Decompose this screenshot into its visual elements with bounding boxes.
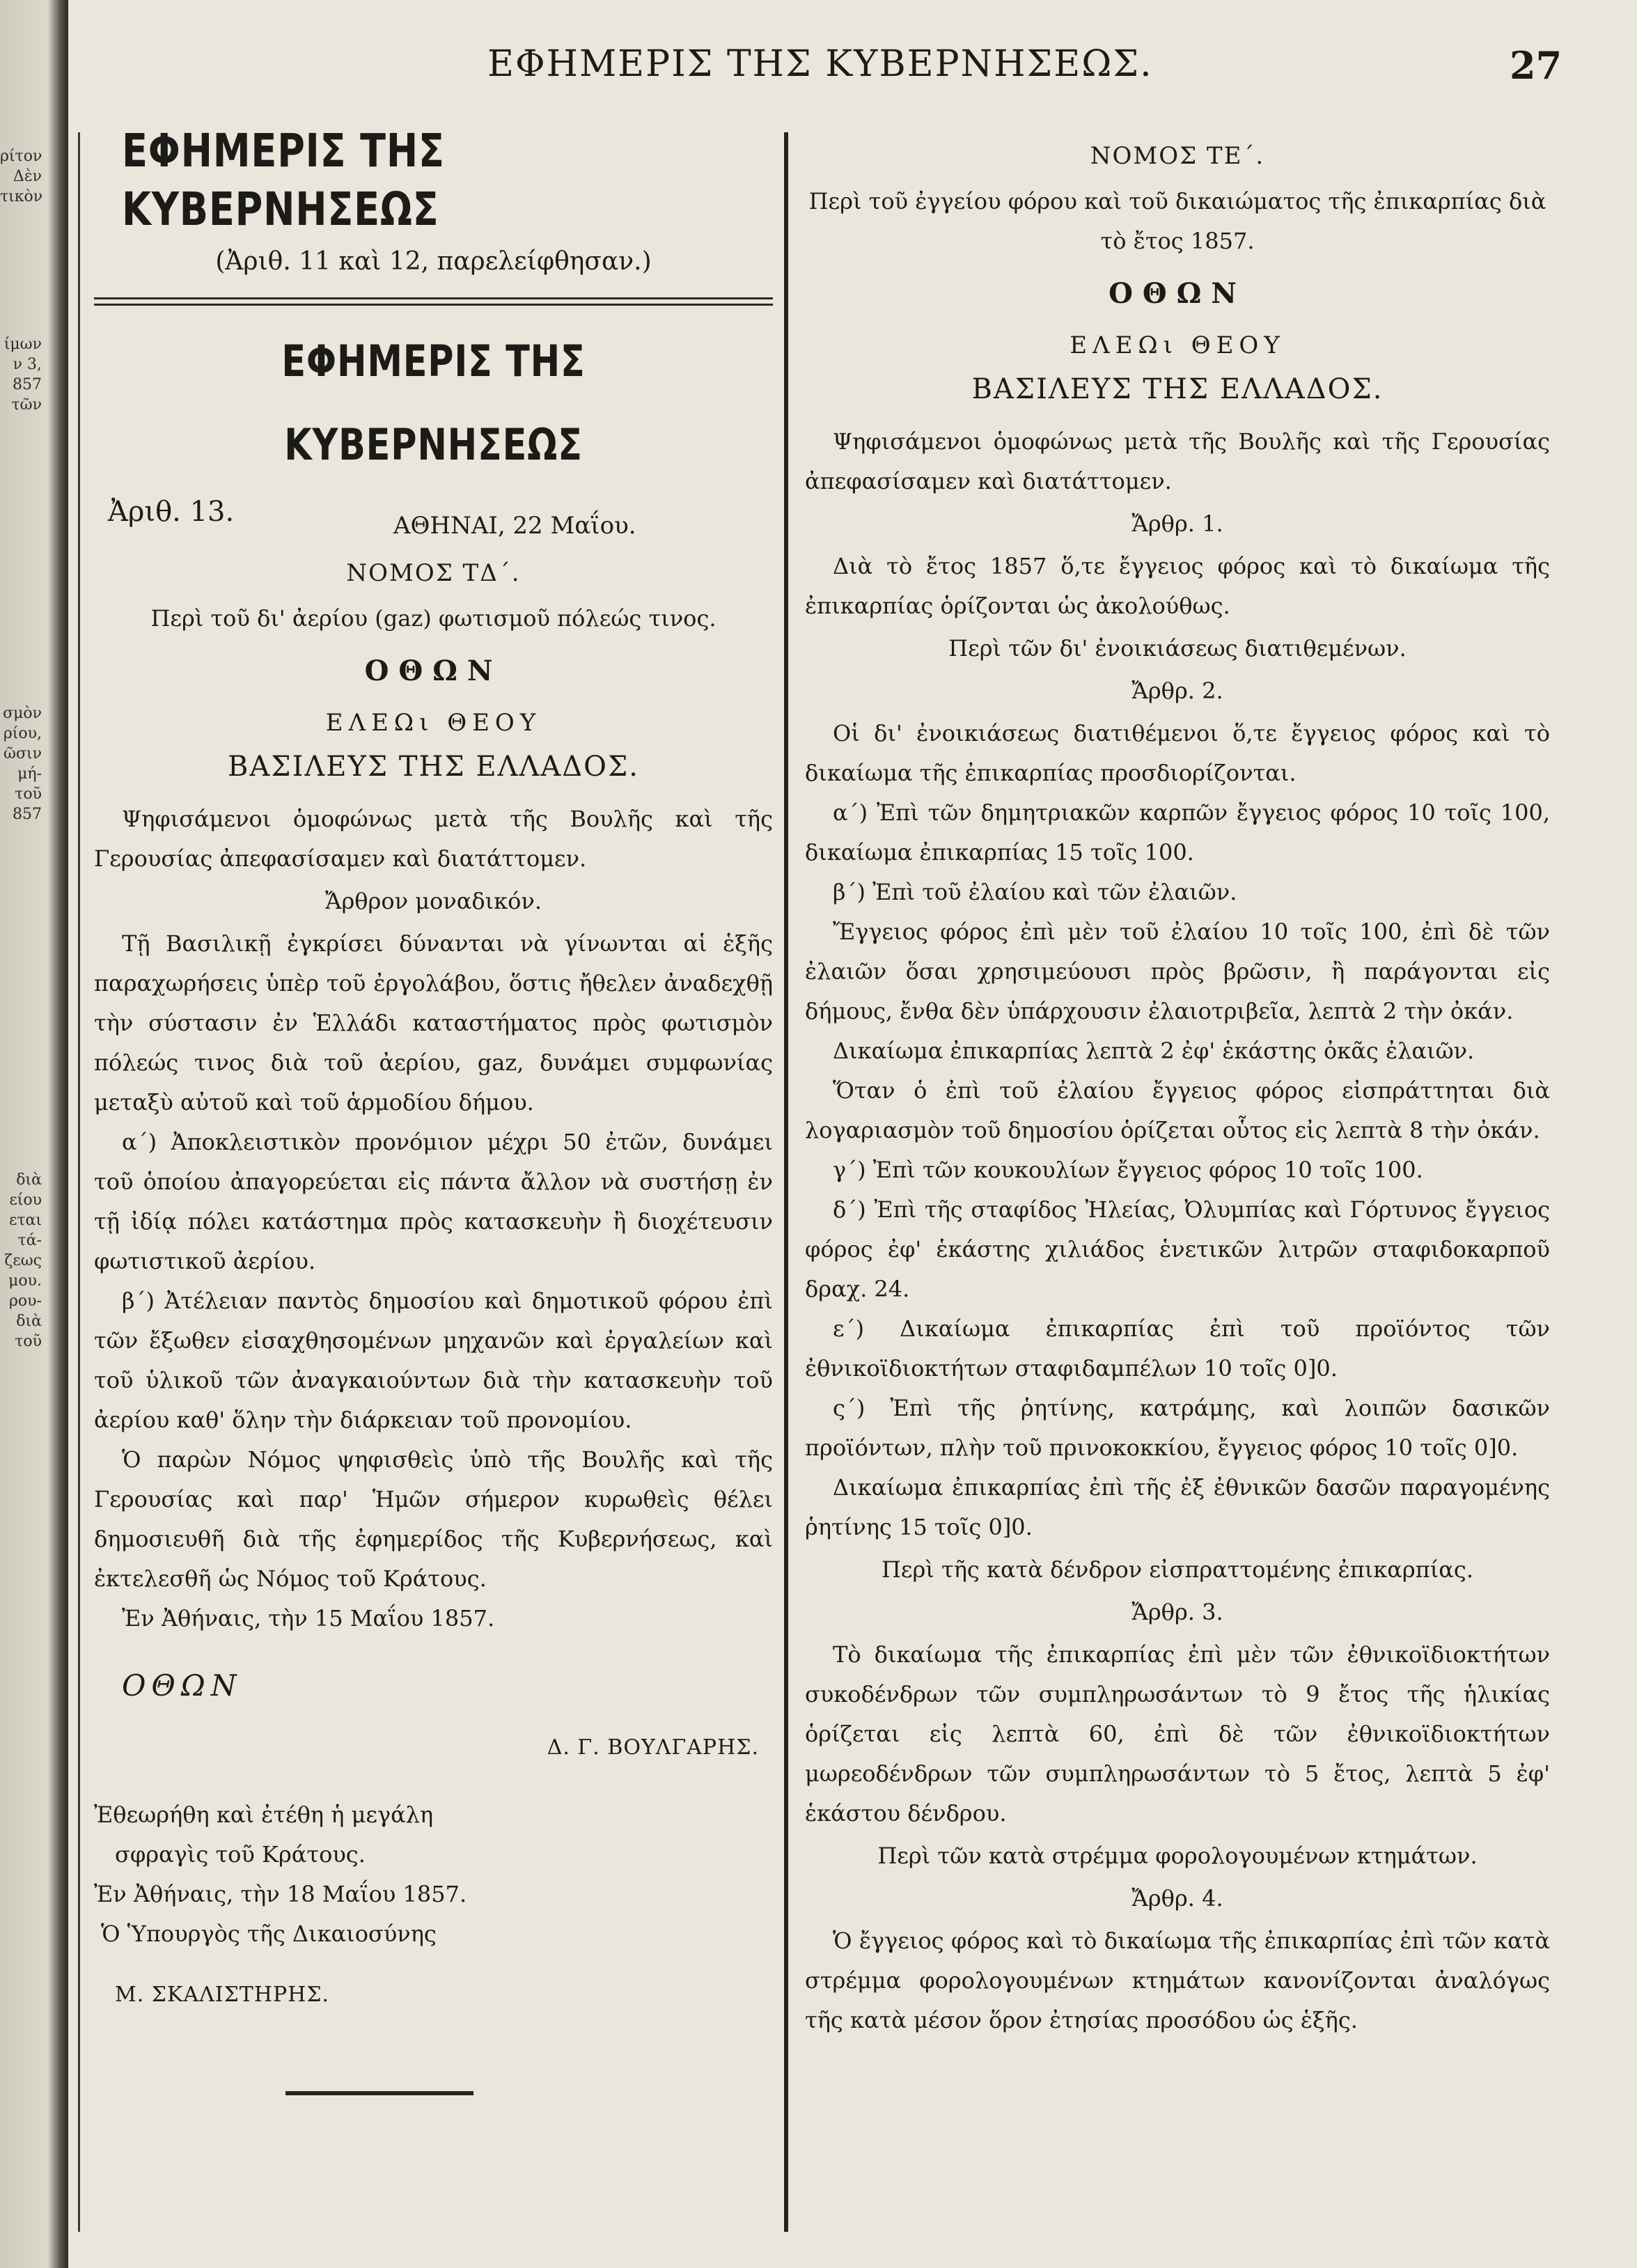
column-divider [784,132,788,2232]
law-subject: Περὶ τοῦ ἐγγείου φόρου καὶ τοῦ δικαιώματος τῆς ἐπικαρπίας διὰ τὸ ἔτος 1857. [808,188,1546,254]
article-heading: Ἄρθρ. 2. [1131,678,1223,704]
seal-line: Ὁ Ὑπουργὸς τῆς Δικαιοσύνης [101,1921,437,1947]
right-column [805,132,1550,2040]
section-heading: Περὶ τῶν δι' ἐνοικιάσεως διατιθεμένων. [948,635,1407,662]
article-heading: Ἄρθρ. 4. [1131,1885,1223,1911]
paragraph: Διὰ τὸ ἔτος 1857 ὅ,τε ἔγγειος φόρος καὶ τὸ δικαίωμα τῆς ἐπικαρπίας ὁρίζονται ὡς ἀκολούθως. [805,553,1550,619]
seal-block [94,1795,773,1954]
law-subject: Περὶ τοῦ δι' ἀερίου (gaz) φωτισμοῦ πόλεώς τινος. [150,605,716,632]
king-name: ΟΘΩΝ [364,655,503,687]
article-heading: Ἄρθρ. 1. [1131,510,1223,537]
seal-line: σφραγὶς τοῦ Κράτους. [115,1841,366,1868]
gutter-text-fragment: διὰ είου εται τά- ζεως μου. ρου- διὰ τοῦ [4,1171,42,1350]
paragraph: Δικαίωμα ἐπικαρπίας λεπτὰ 2 ἐφ' ἑκάστης ὀκᾶς ἐλαιῶν. [833,1038,1475,1064]
article-heading: Ἄρθρ. 3. [1131,1599,1223,1625]
paragraph: Ὁ παρὼν Νόμος ψηφισθεὶς ὑπὸ τῆς Βουλῆς καὶ τῆς Γερουσίας καὶ παρ' Ἡμῶν σήμερον κυρωθεὶς θέλει δημοσιευθῆ διὰ τῆς ἐφημερίδος τῆς Κυβερνήσεως, καὶ ἐκτελεσθῆ ὡς Νόμος τοῦ Κράτους. [94,1446,773,1592]
left-column-rule [78,132,80,2232]
page-number: 27 [1510,43,1562,88]
paragraph: α΄) Ἐπὶ τῶν δημητριακῶν καρπῶν ἔγγειος φόρος 10 τοῖς 100, δικαίωμα ἐπικαρπίας 15 τοῖς 100. [805,799,1550,866]
seal-line: Ἐθεωρήθη καὶ ἐτέθη ἡ μεγάλη [94,1801,434,1828]
omitted-issues-note: (Ἀριθ. 11 καὶ 12, παρελείφθησαν.) [215,247,652,276]
seal-line: Ἐν Ἀθήναις, τὴν 18 Μαΐου 1857. [94,1881,467,1907]
section-heading: Περὶ τῶν κατὰ στρέμμα φορολογουμένων κτημάτων. [877,1843,1478,1869]
signature-minister: Δ. Γ. ΒΟΥΛΓΑΡΗΣ. [547,1735,759,1760]
gutter-text-fragment: σμὸν ρίου, ῶσιν μή- τοῦ 857 [3,705,42,823]
law-title: ΝΟΜΟΣ ΤΔ΄. [346,559,521,587]
masthead: ΕΦΗΜΕΡΙΣ ΤΗΣ ΚΥΒΕΡΝΗΣΕΩΣ [122,124,445,236]
king-name: ΟΘΩΝ [1109,277,1246,310]
signature-king: ΟΘΩΝ [122,1668,242,1703]
place-date: ΑΘΗΝΑΙ, 22 Μαΐου. [393,512,636,540]
article-heading: Ἄρθρον μοναδικόν. [324,888,542,914]
paragraph: Ἔγγειος φόρος ἐπὶ μὲν τοῦ ἐλαίου 10 τοῖς 100, ἐπὶ δὲ τῶν ἐλαιῶν ὅσαι χρησιμεύουσι πρὸς βρῶσιν, ἢ παράγονται εἰς δήμους, ἔνθα δὲν ὑπάρχουσιν ἐλαιοτριβεῖα, λεπτὰ 2 τὴν ὀκάν. [805,918,1550,1024]
gutter-text-fragment: ρίτον Δὲν τικὸν [0,148,43,205]
left-column [94,122,773,2095]
king-title: ΒΑΣΙΛΕΥΣ ΤΗΣ ΕΛΛΑΔΟΣ. [971,373,1384,405]
law-title: ΝΟΜΟΣ ΤΕ΄. [1090,142,1265,170]
masthead: ΕΦΗΜΕΡΙΣ ΤΗΣ ΚΥΒΕΡΝΗΣΕΩΣ [281,336,586,470]
double-rule [94,297,773,306]
law-date: Ἐν Ἀθήναις, τὴν 15 Μαΐου 1857. [122,1605,495,1632]
paragraph: Οἱ δι' ἐνοικιάσεως διατιθέμενοι ὅ,τε ἔγγειος φόρος καὶ τὸ δικαίωμα τῆς ἐπικαρπίας προσδιορίζονται. [805,720,1550,786]
end-rule [285,2091,473,2095]
by-grace-of-god: ΕΛΕΩι ΘΕΟΥ [1070,331,1285,359]
paragraph: γ΄) Ἐπὶ τῶν κουκουλίων ἔγγειος φόρος 10 τοῖς 100. [833,1157,1423,1183]
dateline [94,487,773,549]
paragraph: Δικαίωμα ἐπικαρπίας ἐπὶ τῆς ἐξ ἐθνικῶν δασῶν παραγομένης ῥητίνης 15 τοῖς 0]0. [805,1474,1550,1540]
by-grace-of-god: ΕΛΕΩι ΘΕΟΥ [325,709,542,737]
enactment-clause: Ψηφισάμενοι ὁμοφώνως μετὰ τῆς Βουλῆς καὶ τῆς Γερουσίας ἀπεφασίσαμεν καὶ διατάττομεν. [805,428,1550,494]
paragraph: β΄) Ἀτέλειαν παντὸς δημοσίου καὶ δημοτικοῦ φόρου ἐπὶ τῶν ἔξωθεν εἰσαχθησομένων μηχανῶν καὶ ἐργαλείων καὶ τοῦ ὑλικοῦ τῶν ἀναγκαιούντων διὰ τὴν κατασκευὴν τοῦ ἀερίου καθ' ὅλην τὴν διάρκειαν τοῦ προνομίου. [94,1288,773,1433]
paragraph: Τῇ Βασιλικῇ ἐγκρίσει δύνανται νὰ γίνωνται αἱ ἑξῆς παραχωρήσεις ὑπὲρ τοῦ ἐργολάβου, ὅστις ἤθελεν ἀναδεχθῇ τὴν σύστασιν ἐν Ἑλλάδι καταστήματος πρὸς φωτισμὸν πόλεώς τινος διὰ τοῦ ἀερίου, gaz, δυνάμει συμφωνίας μεταξὺ αὐτοῦ καὶ τοῦ ἁρμοδίου δήμου. [94,930,773,1116]
paragraph: ς΄) Ἐπὶ τῆς ῥητίνης, κατράμης, καὶ λοιπῶν δασικῶν προϊόντων, πλὴν τοῦ πρινοκοκκίου, ἔγγειος φόρος 10 τοῖς 0]0. [805,1395,1550,1461]
paragraph: Ὁ ἔγγειος φόρος καὶ τὸ δικαίωμα τῆς ἐπικαρπίας ἐπὶ τῶν κατὰ στρέμμα φορολογουμένων κτημάτων κανονίζονται ἀναλόγως τῆς κατὰ μέσον ὅρον ἐτησίας προσόδου ὡς ἑξῆς. [805,1927,1550,2033]
paragraph: Ὅταν ὁ ἐπὶ τοῦ ἐλαίου ἔγγειος φόρος εἰσπράττηται διὰ λογαριασμὸν τοῦ δημοσίου ὁρίζεται οὗτος εἰς λεπτὰ 8 τὴν ὀκάν. [805,1077,1550,1143]
running-header: ΕΦΗΜΕΡΙΣ ΤΗΣ ΚΥΒΕΡΝΗΣΕΩΣ. [487,43,1153,85]
paragraph: ε΄) Δικαίωμα ἐπικαρπίας ἐπὶ τοῦ προϊόντος τῶν ἐθνικοϊδιοκτήτων σταφιδαμπέλων 10 τοῖς 0]0. [805,1315,1550,1382]
king-title: ΒΑΣΙΛΕΥΣ ΤΗΣ ΕΛΛΑΔΟΣ. [228,751,639,783]
gutter-text-fragment: ίμων ν 3, 857 τῶν [3,336,42,414]
signature-minister: Μ. ΣΚΑΛΙΣΤΗΡΗΣ. [115,1982,330,2007]
issue-number: Ἀριθ. 13. [108,496,235,528]
enactment-clause: Ψηφισάμενοι ὁμοφώνως μετὰ τῆς Βουλῆς καὶ τῆς Γερουσίας ἀπεφασίσαμεν καὶ διατάττομεν. [94,806,773,872]
paragraph: δ΄) Ἐπὶ τῆς σταφίδος Ἠλείας, Ὀλυμπίας καὶ Γόρτυνος ἔγγειος φόρος ἐφ' ἑκάστης χιλιάδος ἑνετικῶν λιτρῶν σταφιδοκαρποῦ δραχ. 24. [805,1196,1550,1302]
paragraph: Τὸ δικαίωμα τῆς ἐπικαρπίας ἐπὶ μὲν τῶν ἐθνικοϊδιοκτήτων συκοδένδρων τῶν συμπληρωσάντων τὸ 9 ἔτος τῆς ἡλικίας ὁρίζεται εἰς λεπτὰ 60, ἐπὶ δὲ τῶν ἐθνικοϊδιοκτήτων μωρεοδένδρων τῶν συμπληρωσάντων τὸ 5 ἔτος, λεπτὰ 5 ἐφ' ἑκάστου δένδρου. [805,1641,1550,1827]
paragraph: β΄) Ἐπὶ τοῦ ἐλαίου καὶ τῶν ἐλαιῶν. [833,879,1237,905]
paragraph: α΄) Ἀποκλειστικὸν προνόμιον μέχρι 50 ἐτῶν, δυνάμει τοῦ ὁποίου ἀπαγορεύεται εἰς πάντα ἄλλον νὰ συστήσῃ ἐν τῇ ἰδίᾳ πόλει κατάστημα πρὸς κατασκευὴν ἢ διοχέτευσιν φωτιστικοῦ ἀερίου. [94,1129,773,1274]
section-heading: Περὶ τῆς κατὰ δένδρον εἰσπραττομένης ἐπικαρπίας. [882,1556,1473,1583]
